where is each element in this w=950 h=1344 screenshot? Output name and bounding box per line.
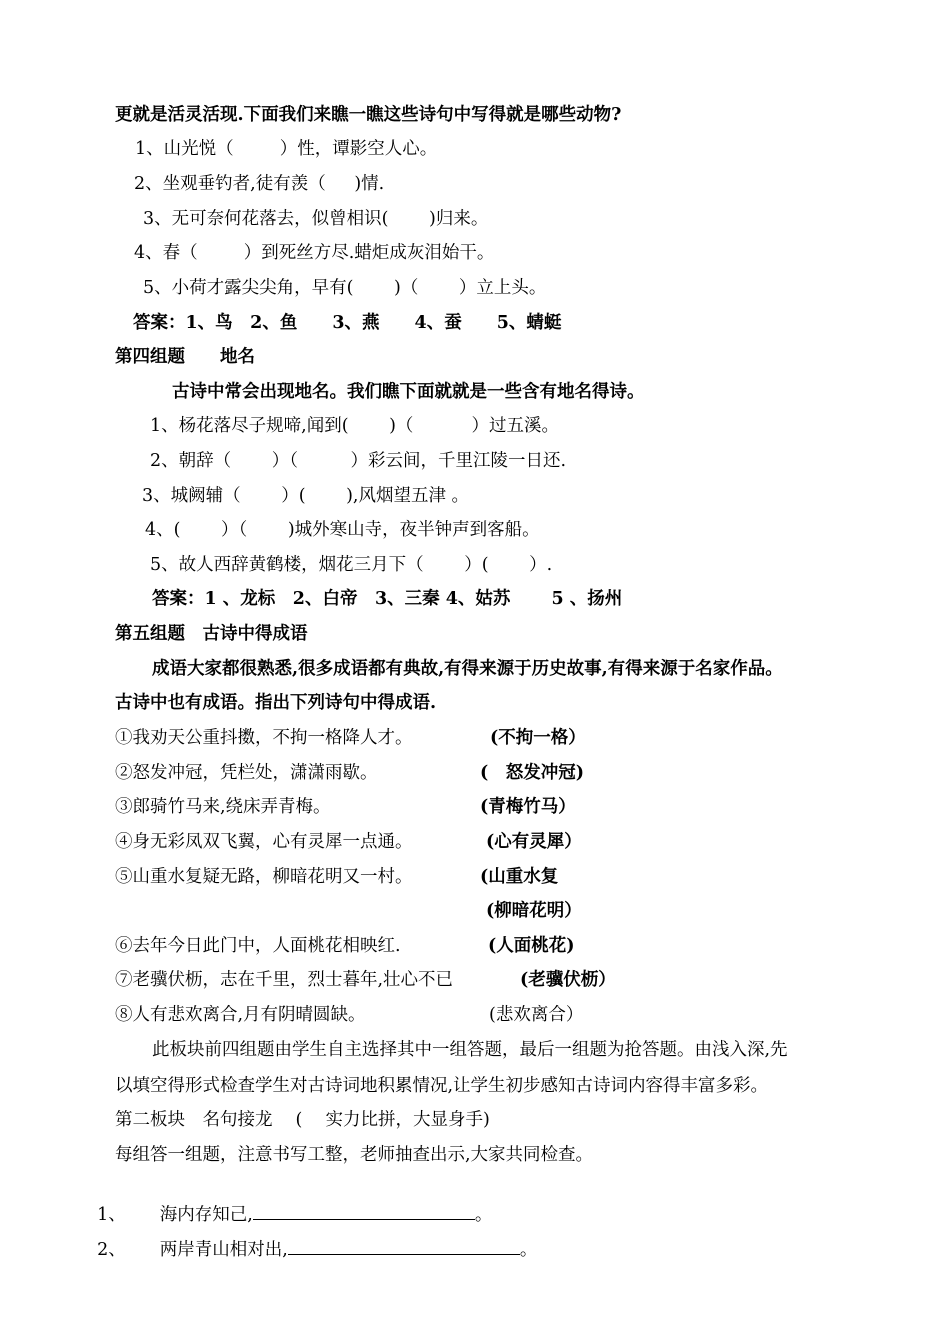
summary-line-1: 此板块前四组题由学生自主选择其中一组答题，最后一组题为抢答题。由浅入深,先: [152, 1040, 788, 1060]
place-question-1: 1、杨花落尽子规啼,闻到( )（ ）过五溪。: [150, 416, 559, 436]
animal-question-3: 3、无可奈何花落去，似曾相识( )归来。: [143, 209, 489, 229]
idiom-answer-6: (人面桃花): [488, 936, 575, 956]
animal-question-1: 1、山光悦（ ）性，谭影空人心。: [135, 139, 438, 159]
intro-line: 更就是活灵活现.下面我们来瞧一瞧这些诗句中写得就是哪些动物?: [115, 105, 622, 125]
fill-item-1-end: 。: [474, 1205, 493, 1225]
animal-question-5: 5、小荷才露尖尖角，早有( )（ ）立上头。: [143, 278, 547, 298]
fill-item-2-end: 。: [519, 1240, 538, 1260]
idiom-question-2: ②怒发冲冠，凭栏处，潇潇雨歇。: [115, 763, 378, 783]
idiom-question-6: ⑥去年今日此门中，人面桃花相映红.: [115, 936, 401, 956]
idiom-answer-5b: (柳暗花明）: [486, 901, 582, 921]
animals-answer: 答案：1、鸟 2、鱼 3、燕 4、蚕 5、蜻蜓: [133, 313, 562, 333]
fill-item-2-number: 2、: [97, 1240, 126, 1260]
idiom-answer-1: (不拘一格）: [490, 728, 586, 748]
idiom-question-7: ⑦老骥伏枥，志在千里，烈士暮年,壮心不已: [115, 970, 454, 990]
idiom-question-3: ③郎骑竹马来,绕床弄青梅。: [115, 797, 331, 817]
place-question-4: 4、( ）（ )城外寒山寺，夜半钟声到客船。: [145, 520, 540, 540]
animal-question-2: 2、坐观垂钓者,徒有羡（ )情.: [134, 174, 385, 194]
place-question-3: 3、城阙辅（ ）( ),风烟望五津 。: [142, 486, 470, 506]
idiom-answer-2: ( 怒发冲冠): [480, 763, 585, 783]
idiom-answer-4: (心有灵犀）: [486, 832, 582, 852]
group5-intro-1: 成语大家都很熟悉,很多成语都有典故,有得来源于历史故事,有得来源于名家作品。: [152, 659, 783, 679]
group5-intro-2: 古诗中也有成语。指出下列诗句中得成语.: [115, 693, 437, 713]
summary-line-2: 以填空得形式检查学生对古诗词地积累情况,让学生初步感知古诗词内容得丰富多彩。: [115, 1076, 769, 1096]
fill-item-1-text: 海内存知己,: [159, 1205, 253, 1225]
group4-answer: 答案：1 、龙标 2、白帝 3、三秦 4、姑苏 5 、扬州: [152, 589, 623, 609]
fill-item-2-blank[interactable]: [288, 1236, 520, 1255]
fill-item-1-number: 1、: [97, 1205, 126, 1225]
block2-heading: 第二板块 名句接龙 ( 实力比拼，大显身手): [115, 1110, 490, 1130]
idiom-answer-3: (青梅竹马）: [480, 797, 576, 817]
idiom-question-8: ⑧人有悲欢离合,月有阴晴圆缺。: [115, 1005, 366, 1025]
place-question-5: 5、故人西辞黄鹤楼，烟花三月下（ ）( ）.: [150, 555, 553, 575]
idiom-question-5: ⑤山重水复疑无路，柳暗花明又一村。: [115, 867, 413, 887]
place-question-2: 2、朝辞（ ）（ ）彩云间，千里江陵一日还.: [150, 451, 567, 471]
idiom-answer-5a: (山重水复: [480, 867, 559, 887]
idiom-answer-7: (老骥伏枥）: [520, 970, 616, 990]
block2-instructions: 每组答一组题，注意书写工整，老师抽查出示,大家共同检查。: [115, 1145, 594, 1165]
idiom-answer-8: (悲欢离合）: [489, 1005, 584, 1025]
group4-intro: 古诗中常会出现地名。我们瞧下面就就是一些含有地名得诗。: [172, 382, 645, 402]
fill-item-2-text: 两岸青山相对出,: [159, 1240, 288, 1260]
idiom-question-1: ①我劝天公重抖擞，不拘一格降人才。: [115, 728, 413, 748]
animal-question-4: 4、春（ ）到死丝方尽.蜡炬成灰泪始干。: [134, 243, 495, 263]
group4-heading: 第四组题 地名: [115, 347, 255, 367]
fill-item-2: [86, 1212, 537, 1262]
group5-heading: 第五组题 古诗中得成语: [115, 624, 308, 644]
idiom-question-4: ④身无彩凤双飞翼，心有灵犀一点通。: [115, 832, 413, 852]
